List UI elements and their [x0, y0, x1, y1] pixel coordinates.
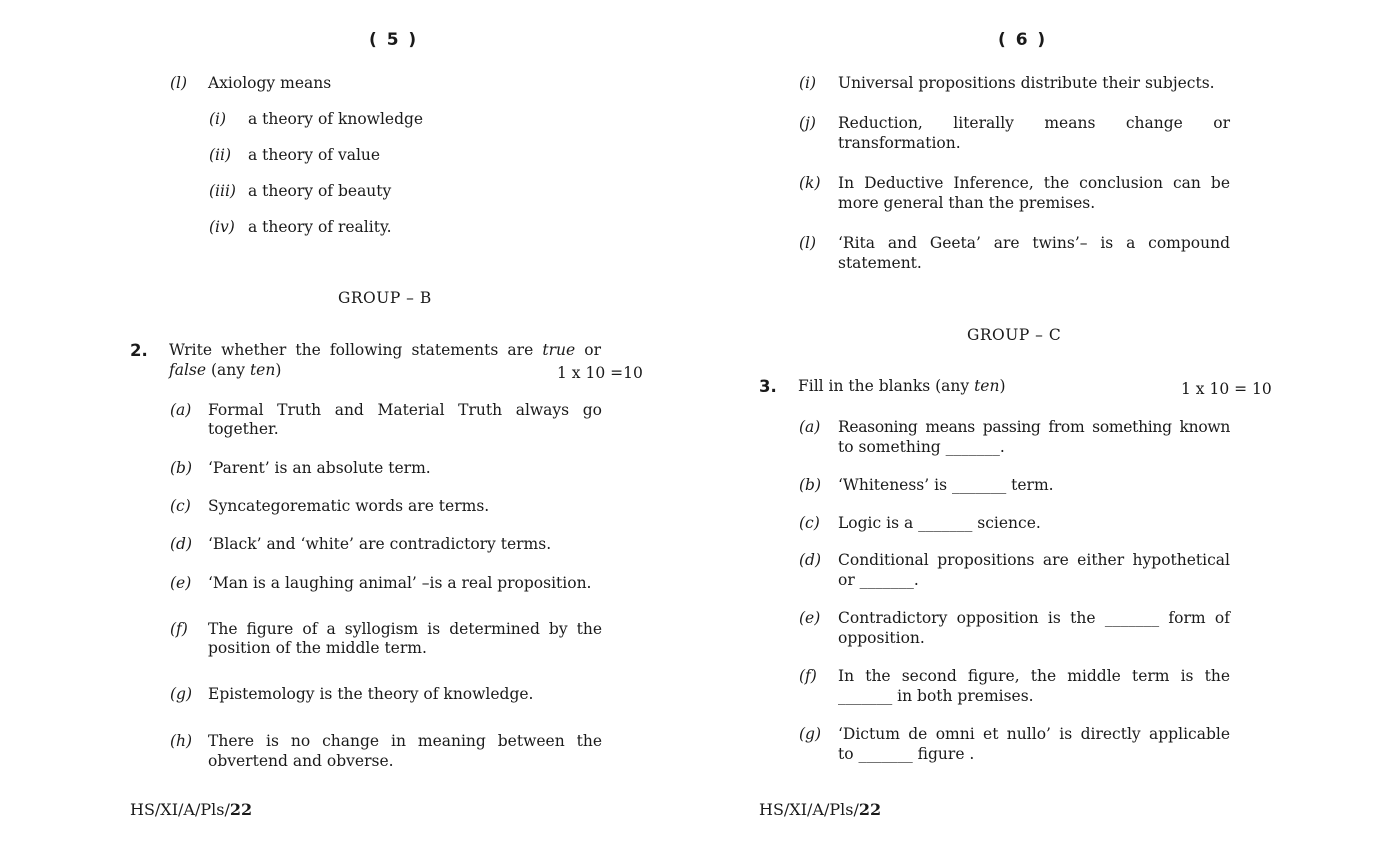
item-text: ‘Dictum de omni et nullo’ is directly applicable	[838, 725, 1230, 743]
item-marker: (e)	[170, 574, 192, 592]
item-text: Syncategorematic words are terms.	[208, 497, 490, 515]
item-text: ‘Man is a laughing animal’ –is a real proposition.	[208, 574, 592, 592]
item-marker: (l)	[799, 234, 817, 252]
emphasis-false: false	[169, 361, 207, 379]
item-marker: (f)	[170, 620, 188, 638]
item-text-cont: _______ in both premises.	[838, 687, 1034, 705]
page-number: ( 5 )	[369, 30, 419, 50]
item-text: ‘Black’ and ‘white’ are contradictory terms.	[208, 535, 552, 553]
text-fragment: Write whether the following statements are	[169, 341, 543, 359]
text-fragment: Fill in the blanks (any	[798, 377, 975, 395]
option-text: a theory of knowledge	[248, 110, 424, 128]
item-text-cont: position of the middle term.	[208, 639, 427, 657]
item-marker: (b)	[799, 476, 822, 494]
item-marker: (g)	[799, 725, 822, 743]
item-marker: (d)	[170, 535, 193, 553]
item-marker: (g)	[170, 685, 193, 703]
option-text: a theory of value	[248, 146, 381, 164]
item-text: ‘Whiteness’ is _______ term.	[838, 476, 1054, 494]
item-marker: (j)	[799, 114, 816, 132]
item-marker: (c)	[799, 514, 820, 532]
marks-allocation: 1 x 10 = 10	[1181, 380, 1272, 398]
group-heading: GROUP – B	[338, 289, 432, 307]
item-marker: (i)	[799, 74, 817, 92]
option-text: a theory of reality.	[248, 218, 392, 236]
item-text-cont: transformation.	[838, 134, 961, 152]
text-fragment: )	[275, 361, 282, 379]
page-number: ( 6 )	[998, 30, 1048, 50]
footer-prefix: HS/XI/A/Pls/	[130, 800, 230, 819]
item-text-cont: obvertend and obverse.	[208, 752, 394, 770]
option-marker: (iv)	[209, 218, 235, 236]
item-marker: (k)	[799, 174, 821, 192]
item-text: There is no change in meaning between the	[208, 732, 602, 750]
question-text: Axiology means	[208, 74, 332, 92]
question-number: 3.	[759, 377, 777, 396]
item-text: Epistemology is the theory of knowledge.	[208, 685, 534, 703]
item-text: Contradictory opposition is the _______ form of	[838, 609, 1230, 627]
item-text-cont: opposition.	[838, 629, 925, 647]
item-text-cont: more general than the premises.	[838, 194, 1096, 212]
item-text: Logic is a _______ science.	[838, 514, 1041, 532]
text-fragment: or	[575, 341, 602, 359]
option-marker: (i)	[209, 110, 227, 128]
item-text: Conditional propositions are either hypothetical	[838, 551, 1230, 569]
item-text: Formal Truth and Material Truth always go	[208, 401, 602, 419]
item-marker: (a)	[799, 418, 821, 436]
group-heading: GROUP – C	[967, 326, 1062, 344]
item-marker: (h)	[170, 732, 193, 750]
item-text: In the second figure, the middle term is the	[838, 667, 1230, 685]
marks-allocation: 1 x 10 =10	[557, 364, 643, 382]
item-marker: (d)	[799, 551, 822, 569]
footer-prefix: HS/XI/A/Pls/	[759, 800, 859, 819]
item-marker: (a)	[170, 401, 192, 419]
option-marker: (ii)	[209, 146, 232, 164]
footer-code: 22	[229, 800, 253, 819]
item-marker: (l)	[170, 74, 188, 92]
item-text: Reasoning means passing from something known	[838, 418, 1230, 436]
option-marker: (iii)	[209, 182, 236, 200]
emphasis-true: true	[542, 341, 576, 359]
item-text-cont: to something _______.	[838, 438, 1005, 456]
question-text-line	[169, 341, 601, 359]
item-text: In Deductive Inference, the conclusion can be	[838, 174, 1230, 192]
item-text-cont: to _______ figure .	[838, 745, 975, 763]
question-number: 2.	[130, 341, 148, 360]
item-text: The figure of a syllogism is determined by the	[208, 620, 602, 638]
item-marker: (f)	[799, 667, 817, 685]
item-text: ‘Parent’ is an absolute term.	[208, 459, 431, 477]
text-fragment: )	[999, 377, 1006, 395]
page-footer	[759, 800, 881, 819]
item-text: Universal propositions distribute their subjects.	[838, 74, 1215, 92]
item-text-cont: together.	[208, 420, 279, 438]
page-footer	[130, 800, 252, 819]
emphasis-ten: ten	[249, 361, 276, 379]
emphasis-ten: ten	[974, 377, 1000, 395]
question-text	[798, 377, 1006, 395]
item-text: ‘Rita and Geeta’ are twins’– is a compound	[838, 234, 1230, 252]
question-text-line	[169, 361, 281, 379]
item-marker: (c)	[170, 497, 191, 515]
option-text: a theory of beauty	[248, 182, 392, 200]
item-marker: (e)	[799, 609, 821, 627]
item-text-cont: statement.	[838, 254, 922, 272]
text-fragment: (any	[206, 361, 250, 379]
item-marker: (b)	[170, 459, 193, 477]
footer-code: 22	[858, 800, 882, 819]
item-text-cont: or _______.	[838, 571, 919, 589]
item-text: Reduction, literally means change or	[838, 114, 1230, 132]
